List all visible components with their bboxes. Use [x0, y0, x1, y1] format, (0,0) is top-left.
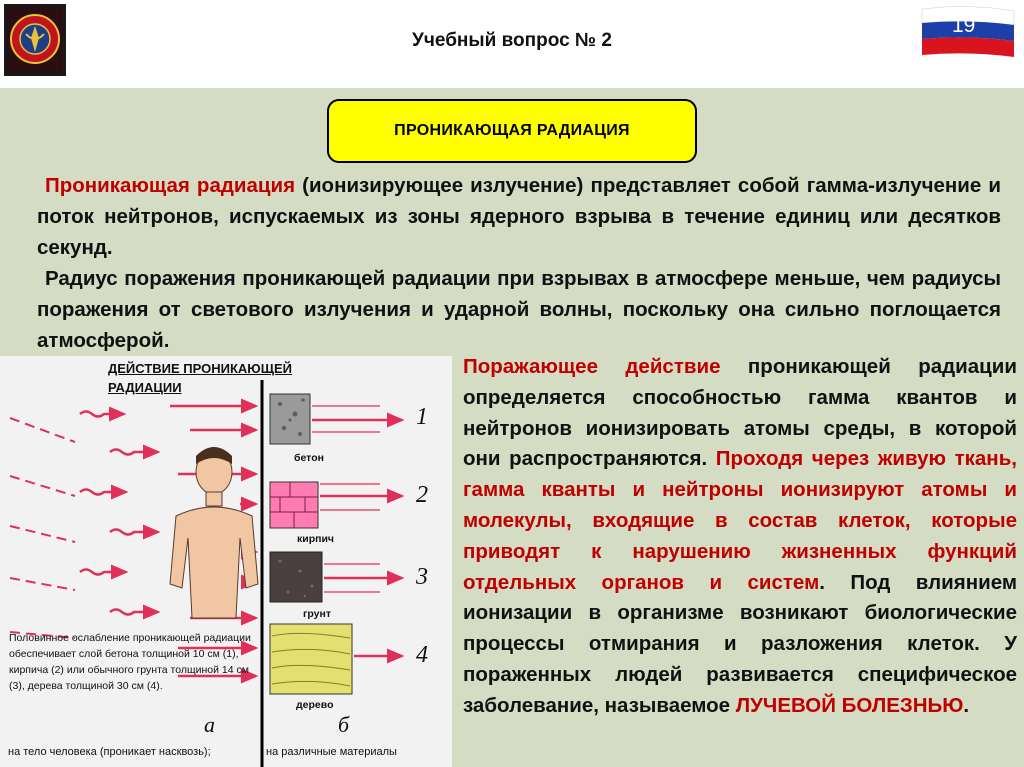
material-label-soil: грунт: [303, 608, 331, 620]
diagram-title-line-1: ДЕЙСТВИЕ ПРОНИКАЮЩЕЙ: [108, 361, 292, 376]
radiation-diagram-drawing: [0, 356, 452, 767]
radius-paragraph: Радиус поражения проникающей радиации при взрывах в атмосфере меньше, чем радиусы поражения от светового излучения и ударной волны, поскольку она сильно поглощается атмосферой.: [37, 267, 1001, 352]
effect-part-2: . Под влиянием ионизации в организме возникают биологические процессы отмирания и разложения клеток. У пораженных людей развивается специфическое заболевание, называемое: [463, 570, 1017, 717]
note-materials: на различные материалы: [266, 746, 397, 758]
slide-header: [0, 0, 1024, 88]
diagram-number-1: 1: [416, 404, 428, 430]
definition-body: (ионизирующее излучение) представляет собой гамма-излучение и поток нейтронов, испускаемых из зоны ядерного взрыва в течение единиц или десятков секунд.: [37, 174, 1001, 259]
diagram-number-2: 2: [416, 482, 428, 508]
effect-term: Поражающее действие: [463, 355, 721, 378]
effect-end: .: [963, 693, 970, 717]
material-label-wood: дерево: [296, 699, 334, 711]
damage-effect-text: [463, 352, 1017, 722]
effect-part-1: проникающей радиации определяется способностью гамма квантов и нейтронов ионизировать атомы среды, в которой они распространяются.: [463, 355, 1017, 471]
definition-paragraph: [37, 170, 1001, 263]
disease-name: ЛУЧЕВОЙ БОЛЕЗНЬЮ: [735, 693, 964, 717]
soil-block: [270, 552, 322, 602]
diagram-title-line-2: РАДИАЦИИ: [108, 380, 182, 395]
gamma-arrows-left: [80, 412, 158, 615]
slide-title: Учебный вопрос № 2: [412, 30, 612, 51]
diagram-number-3: 3: [416, 564, 428, 590]
radiation-diagram: [0, 356, 452, 767]
definition-term: Проникающая радиация: [45, 174, 296, 197]
material-label-brick: кирпич: [297, 533, 335, 545]
diagram-number-4: 4: [416, 642, 428, 668]
diagram-letter-a: а: [204, 712, 215, 737]
diagram-letter-b: б: [338, 712, 350, 737]
intro-text: [37, 170, 1001, 356]
slide-number: 19: [952, 14, 976, 37]
diagram-caption: Половинное ослабление проникающей радиации обеспечивает слой бетона толщиной 10 см (1), кирпича (2) или обычного грунта толщиной 14 см (3), дерева толщиной 30 см (4).: [9, 632, 251, 692]
note-human-body: на тело человека (проникает насквозь);: [8, 746, 211, 758]
incoming-radiation-lines: [10, 418, 75, 638]
topic-title-box: ПРОНИКАЮЩАЯ РАДИАЦИЯ: [327, 99, 697, 163]
material-label-concrete: бетон: [294, 452, 324, 464]
effect-highlight: Проходя через живую ткань, гамма кванты и нейтроны ионизируют атомы и молекулы, входящие в состав клеток, которые приводят к нарушению жизненных функций отдельных органов и систем: [463, 447, 1017, 594]
diagram-title: [108, 359, 292, 397]
